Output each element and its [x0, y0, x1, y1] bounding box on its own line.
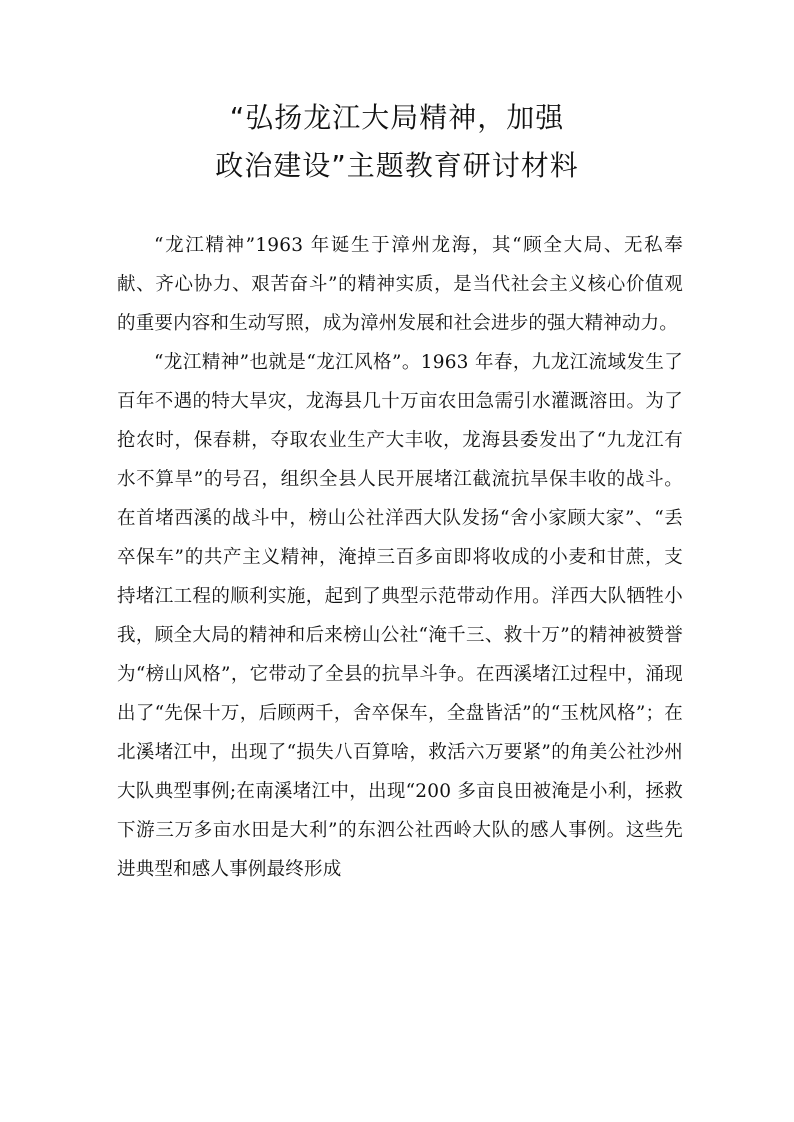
document-title: [0, 94, 794, 190]
document-body: [117, 226, 683, 889]
paragraph-2: “龙江精神”也就是“龙江风格”。1963 年春，九龙江流域发生了百年不遇的特大旱灾，龙海县几十万亩农田急需引水灌溉溶田。为了抢农时，保春耕，夺取农业生产大丰收，龙海县委发出了“九龙江有水不算旱”的号召，组织全县人民开展堵江截流抗旱保丰收的战斗。在首堵西溪的战斗中，榜山公社洋西大队发扬“舍小家顾大家”、“丢卒保车”的共产主义精神，淹掉三百多亩即将收成的小麦和甘蔗，支持堵江工程的顺利实施，起到了典型示范带动作用。洋西大队牺牲小我，顾全大局的精神和后来榜山公社“淹千三、救十万”的精神被赞誉为“榜山风格”，它带动了全县的抗旱斗争。在西溪堵江过程中，涌现出了“先保十万，后顾两千，舍卒保车，全盘皆活”的“玉枕风格”；在北溪堵江中，出现了“损失八百算啥，救活六万要紧”的角美公社沙州大队典型事例;在南溪堵江中，出现“200 多亩良田被淹是小利，拯救下游三万多亩水田是大利”的东泗公社西岭大队的感人事例。这些先进典型和感人事例最终形成: [117, 352, 683, 880]
title-line-1: “弘扬龙江大局精神，加强: [229, 101, 565, 134]
paragraph-1: “龙江精神”1963 年诞生于漳州龙海，其“顾全大局、无私奉献、齐心协力、艰苦奋斗”的精神实质，是当代社会主义核心价值观的重要内容和生动写照，成为漳州发展和社会进步的强大精神动力。: [117, 235, 683, 334]
title-line-2: 政治建设”主题教育研讨材料: [215, 149, 579, 182]
